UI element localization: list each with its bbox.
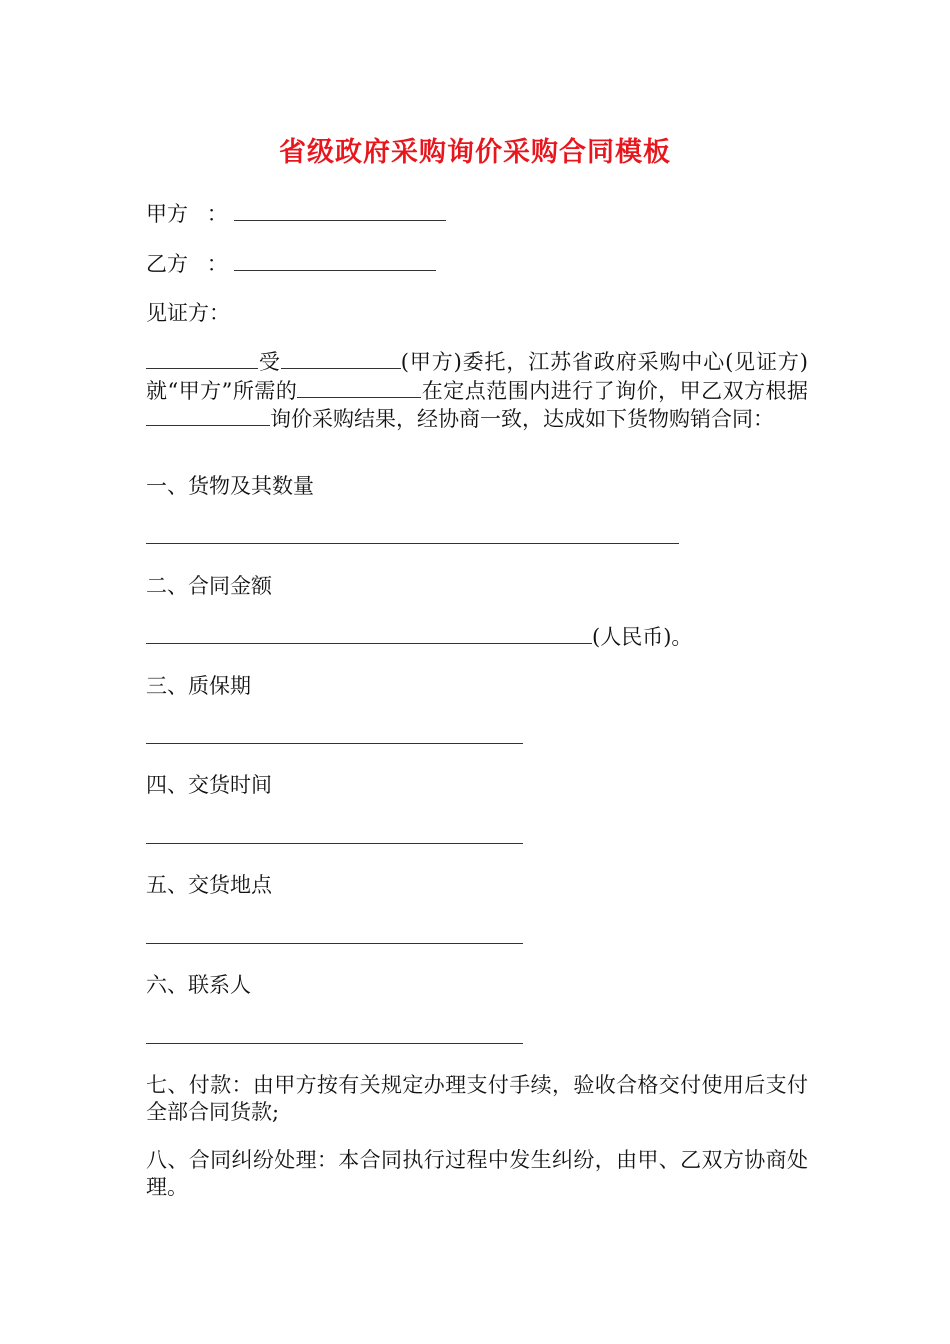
document-title: 省级政府采购询价采购合同模板 — [279, 137, 671, 168]
intro-text-1: 受 — [258, 350, 281, 374]
goods-blank-line[interactable] — [146, 543, 679, 544]
contact-blank-line[interactable] — [146, 1043, 523, 1044]
witness-line: 见证方： — [146, 301, 230, 325]
party-a-blank[interactable] — [234, 199, 446, 221]
section-warranty-heading: 三、质保期 — [146, 674, 251, 698]
intro-text-4: 询价采购结果，经协商一致，达成如下货物购销合同： — [270, 407, 774, 431]
intro-blank-4[interactable] — [146, 404, 270, 426]
party-b-blank[interactable] — [234, 249, 436, 271]
section-contact-heading: 六、联系人 — [146, 973, 251, 997]
amount-currency-suffix: (人民币)。 — [592, 625, 693, 649]
section-payment-paragraph: 七、付款：由甲方按有关规定办理支付手续，验收合格交付使用后支付全部合同货款; — [146, 1073, 808, 1124]
intro-text-3: 在定点范围内进行了询价，甲乙双方根据 — [421, 378, 808, 403]
intro-paragraph — [146, 347, 808, 433]
intro-blank-3[interactable] — [297, 376, 421, 398]
warranty-blank-line[interactable] — [146, 743, 523, 744]
section-delivery-time-heading: 四、交货时间 — [146, 773, 272, 797]
intro-blank-2[interactable] — [281, 347, 401, 369]
party-a-colon: ： — [206, 202, 228, 226]
party-a-line — [146, 199, 446, 228]
party-a-label: 甲方 — [146, 202, 188, 226]
delivery-time-blank-line[interactable] — [146, 843, 523, 844]
party-b-label: 乙方 — [146, 252, 188, 276]
party-b-colon: ： — [206, 252, 228, 276]
intro-text-2: (甲方)委托，江苏省政府采购中心(见证方)就“甲方”所需的 — [146, 350, 808, 403]
section-dispute-paragraph: 八、合同纠纷处理：本合同执行过程中发生纠纷，由甲、乙双方协商处理。 — [146, 1148, 808, 1199]
intro-blank-1[interactable] — [146, 347, 258, 369]
amount-line — [146, 622, 692, 651]
party-b-line — [146, 249, 436, 278]
amount-blank[interactable] — [146, 622, 592, 644]
section-delivery-place-heading: 五、交货地点 — [146, 873, 272, 897]
delivery-place-blank-line[interactable] — [146, 943, 523, 944]
section-amount-heading: 二、合同金额 — [146, 574, 272, 598]
section-goods-heading: 一、货物及其数量 — [146, 474, 314, 498]
